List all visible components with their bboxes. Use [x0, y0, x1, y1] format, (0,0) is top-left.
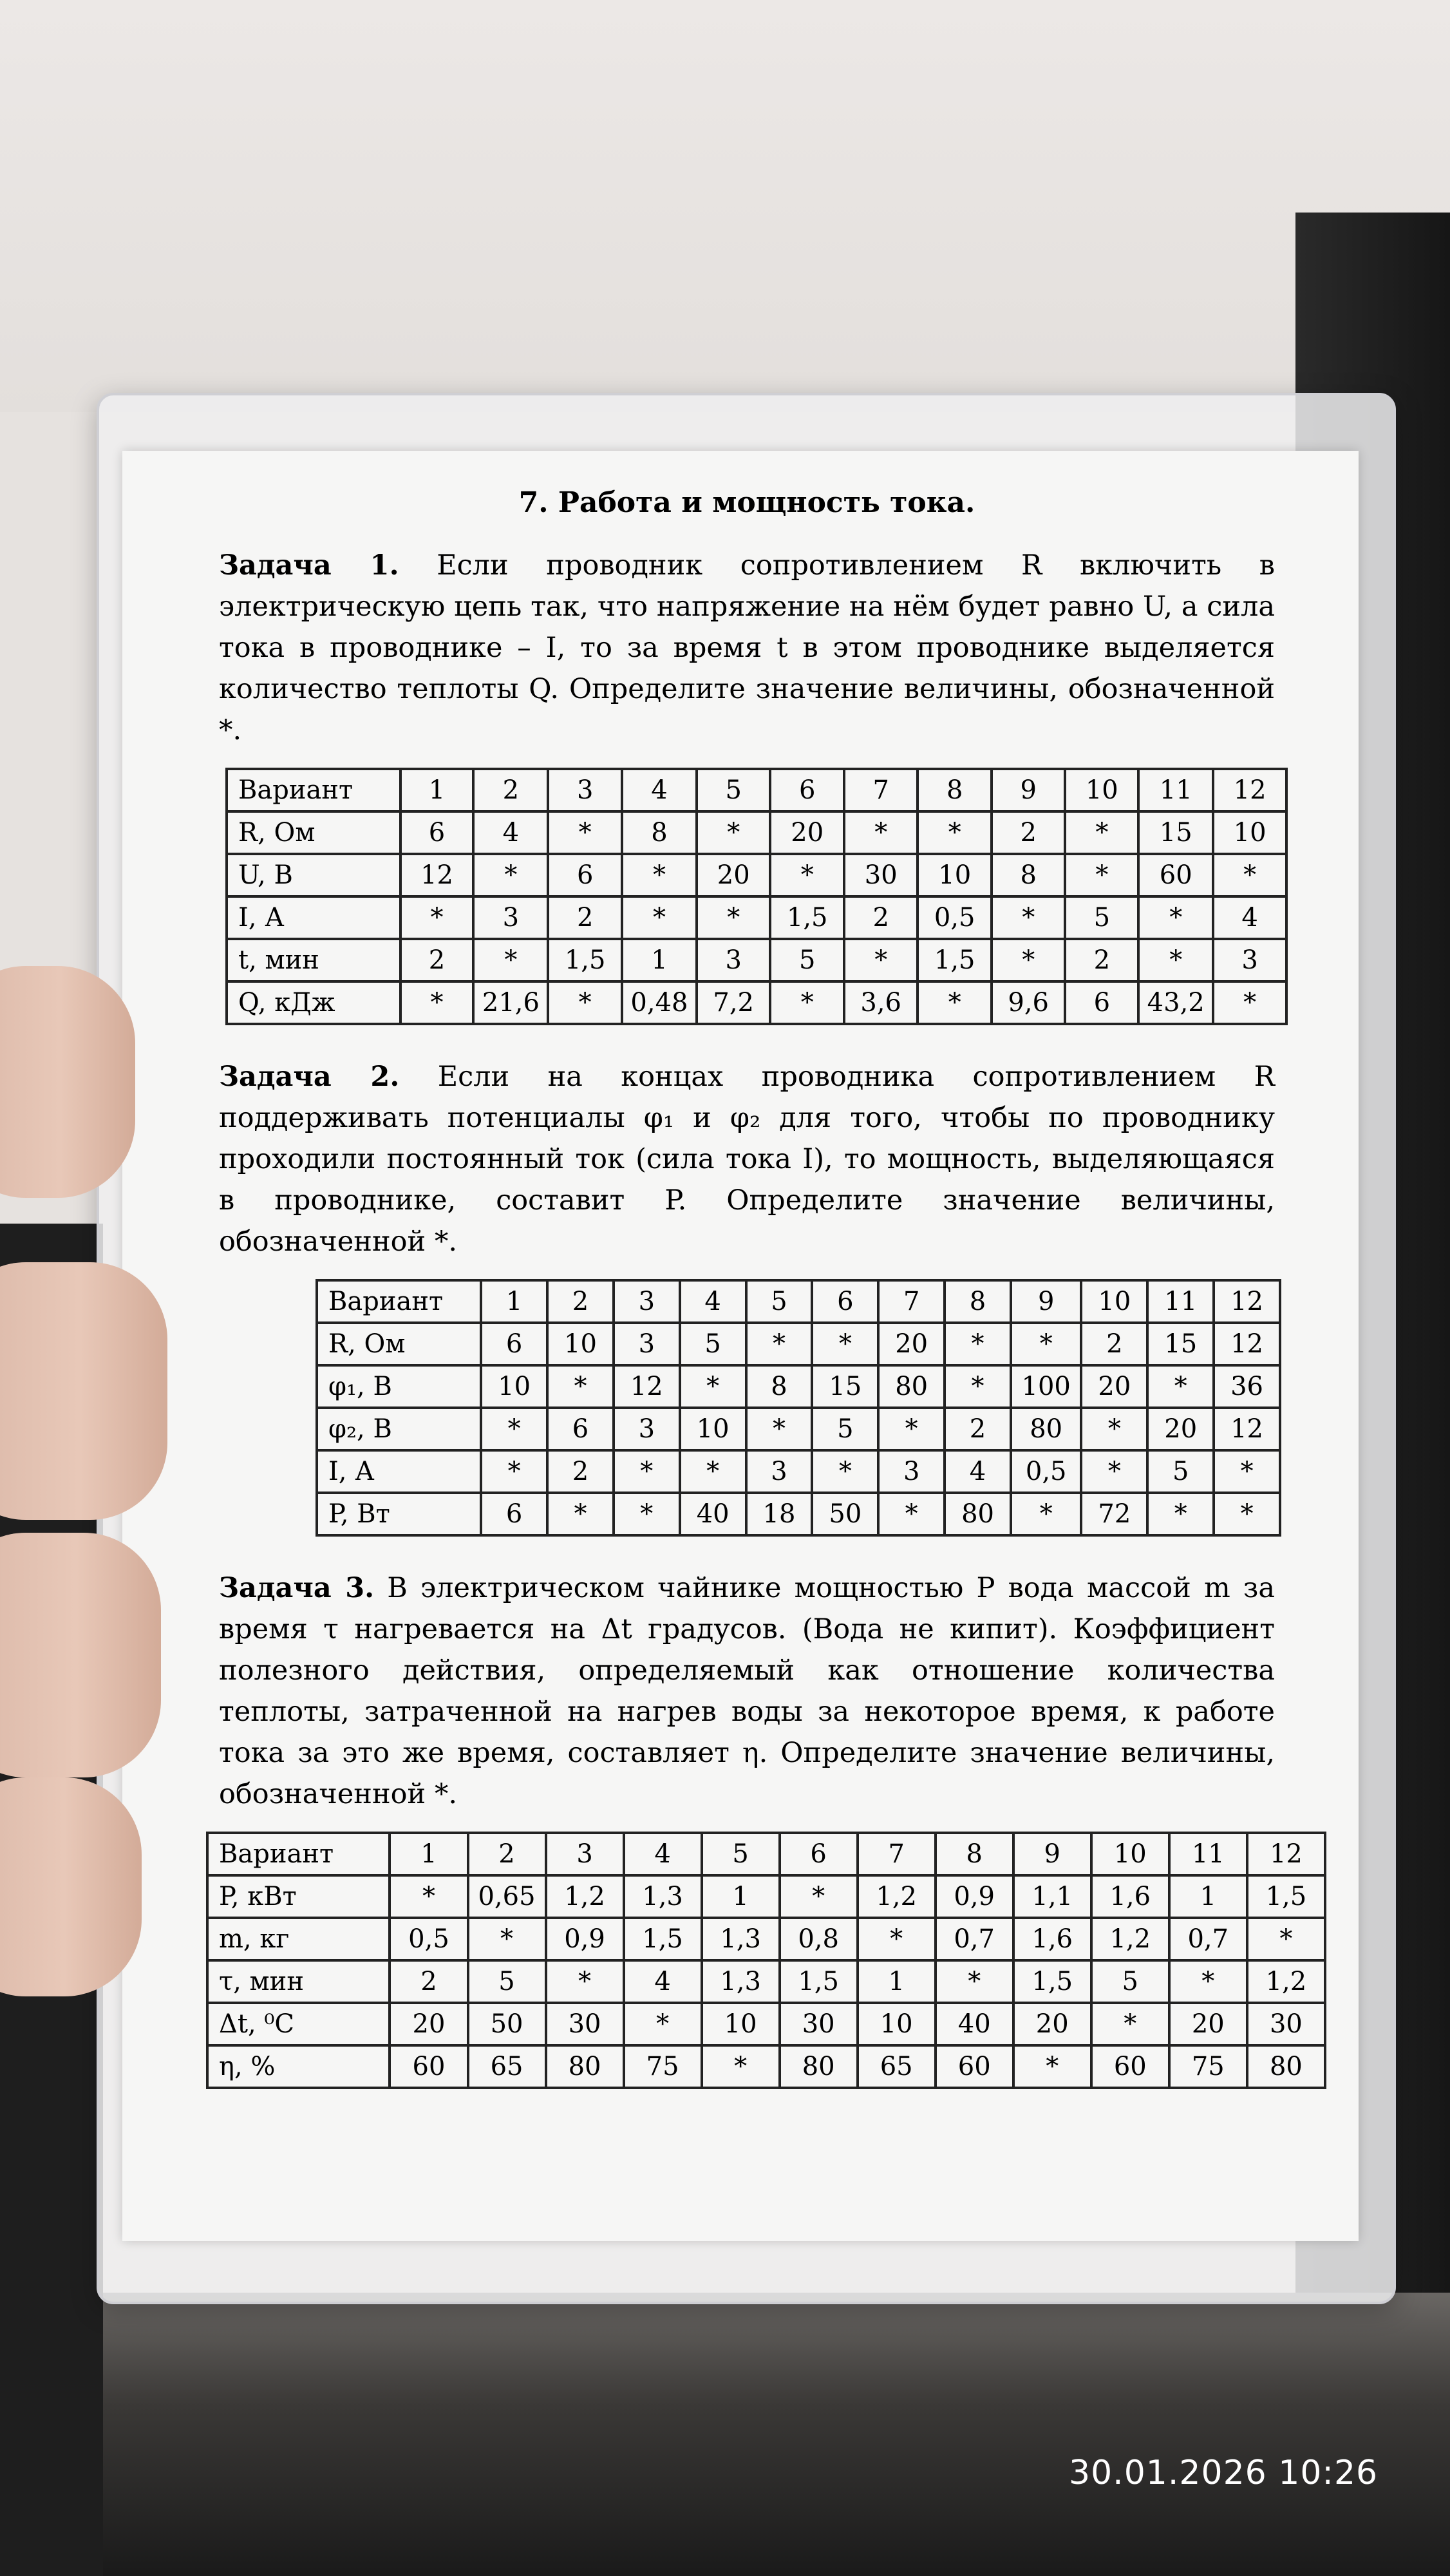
- table-cell: 4: [622, 769, 697, 811]
- table-cell: *: [473, 854, 548, 896]
- table-cell: 20: [1013, 2003, 1091, 2045]
- table-cell: 30: [546, 2003, 624, 2045]
- row-header-cell: Вариант: [317, 1280, 481, 1323]
- table-cell: 50: [812, 1493, 878, 1535]
- table-cell: 1,3: [624, 1875, 702, 1918]
- table-cell: 15: [1147, 1323, 1214, 1365]
- table-row: [227, 811, 1286, 854]
- table-cell: 1,1: [1013, 1875, 1091, 1918]
- row-header-cell: R, Ом: [227, 811, 400, 854]
- table-cell: 80: [945, 1493, 1011, 1535]
- table-row: [317, 1493, 1280, 1535]
- table-cell: 50: [468, 2003, 546, 2045]
- table-cell: *: [1065, 811, 1138, 854]
- table-cell: 3: [614, 1280, 680, 1323]
- table-cell: 80: [1247, 2045, 1325, 2088]
- table-cell: 10: [481, 1365, 547, 1408]
- table-cell: 10: [858, 2003, 936, 2045]
- finger: [0, 1777, 142, 1996]
- finger: [0, 966, 135, 1198]
- table-cell: *: [1013, 2045, 1091, 2088]
- table-cell: 2: [400, 939, 474, 981]
- table-cell: 3: [746, 1450, 813, 1493]
- table-cell: 0,5: [1011, 1450, 1082, 1493]
- table-cell: *: [614, 1493, 680, 1535]
- table-cell: 100: [1011, 1365, 1082, 1408]
- row-header-cell: Δt, ⁰C: [207, 2003, 390, 2045]
- table-cell: *: [918, 981, 992, 1024]
- table-cell: *: [945, 1323, 1011, 1365]
- table-cell: 18: [746, 1493, 813, 1535]
- table-cell: 0,7: [936, 1918, 1013, 1960]
- table-cell: 21,6: [473, 981, 548, 1024]
- table-cell: 7: [878, 1280, 945, 1323]
- table-cell: *: [1213, 854, 1286, 896]
- table-cell: 0,9: [936, 1875, 1013, 1918]
- table-cell: *: [770, 854, 844, 896]
- table-cell: 15: [1138, 811, 1213, 854]
- table-row: [207, 1833, 1325, 1875]
- table-cell: 1: [390, 1833, 467, 1875]
- background-floor: [0, 2293, 1450, 2576]
- row-header-cell: U, В: [227, 854, 400, 896]
- table-cell: 2: [844, 896, 918, 939]
- page-heading: 7. Работа и мощность тока.: [518, 486, 975, 519]
- table-row: [317, 1280, 1280, 1323]
- table-cell: *: [1213, 981, 1286, 1024]
- table-cell: 2: [1081, 1323, 1147, 1365]
- table-cell: *: [702, 2045, 780, 2088]
- table-cell: 1,2: [546, 1875, 624, 1918]
- table-cell: 60: [1091, 2045, 1169, 2088]
- table-row: [317, 1323, 1280, 1365]
- table-cell: *: [812, 1323, 878, 1365]
- table-cell: 8: [746, 1365, 813, 1408]
- table-cell: 20: [390, 2003, 467, 2045]
- row-header-cell: Вариант: [207, 1833, 390, 1875]
- table-cell: 20: [1169, 2003, 1247, 2045]
- task3-table: [206, 1832, 1326, 2089]
- table-cell: *: [780, 1875, 858, 1918]
- table-cell: *: [1147, 1365, 1214, 1408]
- table-cell: 80: [878, 1365, 945, 1408]
- table-cell: 80: [780, 2045, 858, 2088]
- table-cell: 2: [473, 769, 548, 811]
- table-cell: *: [1091, 2003, 1169, 2045]
- table-cell: *: [547, 1365, 614, 1408]
- table-cell: 9,6: [992, 981, 1066, 1024]
- table-cell: 6: [547, 1408, 614, 1450]
- table-cell: 1,3: [702, 1960, 780, 2003]
- table-cell: *: [1214, 1450, 1280, 1493]
- table-cell: 11: [1147, 1280, 1214, 1323]
- table-cell: 0,5: [918, 896, 992, 939]
- task2-body: Если на концах проводника сопротивлением R поддерживать потенциалы φ₁ и φ₂ для того, чтобы по проводнику проходили постоянный ток (сила тока I), то мощность, выделяющаяся в проводнике, составит P. Определите значение величины, обозначенной *.: [219, 1061, 1275, 1258]
- table-cell: *: [1081, 1450, 1147, 1493]
- table-cell: *: [481, 1450, 547, 1493]
- table-cell: *: [746, 1408, 813, 1450]
- table-cell: 9: [1011, 1280, 1082, 1323]
- table-cell: 65: [858, 2045, 936, 2088]
- table-cell: 20: [697, 854, 771, 896]
- table-cell: 10: [1213, 811, 1286, 854]
- table-cell: 8: [992, 854, 1066, 896]
- table-cell: 5: [1065, 896, 1138, 939]
- worksheet-content: [219, 486, 1307, 2120]
- table-cell: *: [1065, 854, 1138, 896]
- row-header-cell: P, Вт: [317, 1493, 481, 1535]
- table-cell: 65: [468, 2045, 546, 2088]
- row-header-cell: Вариант: [227, 769, 400, 811]
- table-cell: 12: [1214, 1323, 1280, 1365]
- table-cell: 60: [936, 2045, 1013, 2088]
- row-header-cell: τ, мин: [207, 1960, 390, 2003]
- table-cell: 1: [622, 939, 697, 981]
- table-row: [317, 1450, 1280, 1493]
- table-cell: *: [622, 896, 697, 939]
- row-header-cell: I, А: [227, 896, 400, 939]
- table-cell: 2: [945, 1408, 1011, 1450]
- table-cell: 4: [624, 1960, 702, 2003]
- table-cell: 72: [1081, 1493, 1147, 1535]
- table-cell: 2: [992, 811, 1066, 854]
- table-cell: 8: [918, 769, 992, 811]
- table-cell: 15: [812, 1365, 878, 1408]
- row-header-cell: Q, кДж: [227, 981, 400, 1024]
- table-cell: 3: [548, 769, 622, 811]
- table-cell: *: [548, 981, 622, 1024]
- table-cell: *: [992, 939, 1066, 981]
- background-wall: [0, 0, 1450, 412]
- table-row: [227, 939, 1286, 981]
- table-cell: 5: [702, 1833, 780, 1875]
- table-cell: 6: [481, 1323, 547, 1365]
- table-cell: *: [697, 811, 771, 854]
- table-cell: 3: [546, 1833, 624, 1875]
- table-cell: 6: [400, 811, 474, 854]
- table-cell: 1,5: [1247, 1875, 1325, 1918]
- row-header-cell: φ₁, В: [317, 1365, 481, 1408]
- table-cell: 1,5: [780, 1960, 858, 2003]
- table-cell: 0,8: [780, 1918, 858, 1960]
- table-cell: 40: [936, 2003, 1013, 2045]
- table-row: [317, 1408, 1280, 1450]
- table-row: [207, 1918, 1325, 1960]
- table-cell: 7: [858, 1833, 936, 1875]
- table-cell: 5: [468, 1960, 546, 2003]
- table-cell: 30: [780, 2003, 858, 2045]
- table-cell: 0,5: [390, 1918, 467, 1960]
- table-cell: 1,5: [918, 939, 992, 981]
- row-header-cell: m, кг: [207, 1918, 390, 1960]
- table-cell: 2: [468, 1833, 546, 1875]
- table-cell: *: [1247, 1918, 1325, 1960]
- row-header-cell: η, %: [207, 2045, 390, 2088]
- table-cell: 2: [547, 1280, 614, 1323]
- table-cell: 30: [844, 854, 918, 896]
- table-cell: *: [400, 981, 474, 1024]
- table-cell: 60: [390, 2045, 467, 2088]
- table-cell: 10: [547, 1323, 614, 1365]
- table-cell: 5: [1091, 1960, 1169, 2003]
- table-cell: 1,2: [1247, 1960, 1325, 2003]
- finger: [0, 1533, 161, 1777]
- table-cell: 75: [624, 2045, 702, 2088]
- table-cell: 3: [614, 1323, 680, 1365]
- table-cell: 1,3: [702, 1918, 780, 1960]
- table-cell: *: [1011, 1323, 1082, 1365]
- table-cell: 80: [1011, 1408, 1082, 1450]
- table-cell: *: [770, 981, 844, 1024]
- table-cell: 12: [1214, 1408, 1280, 1450]
- table-cell: 4: [945, 1450, 1011, 1493]
- task1-label: Задача 1.: [219, 549, 399, 582]
- table-row: [227, 981, 1286, 1024]
- table-cell: 6: [481, 1493, 547, 1535]
- table-cell: *: [1147, 1493, 1214, 1535]
- table-cell: *: [918, 811, 992, 854]
- table-cell: 20: [878, 1323, 945, 1365]
- table-cell: *: [1011, 1493, 1082, 1535]
- table-cell: 43,2: [1138, 981, 1213, 1024]
- table-cell: 1: [1169, 1875, 1247, 1918]
- table-cell: 6: [780, 1833, 858, 1875]
- table-cell: 12: [614, 1365, 680, 1408]
- table-cell: 75: [1169, 2045, 1247, 2088]
- table-cell: 12: [1213, 769, 1286, 811]
- table-row: [207, 2003, 1325, 2045]
- table-cell: 20: [770, 811, 844, 854]
- table-cell: 10: [918, 854, 992, 896]
- table-cell: *: [992, 896, 1066, 939]
- table-cell: 0,48: [622, 981, 697, 1024]
- table-row: [227, 854, 1286, 896]
- table-cell: 2: [1065, 939, 1138, 981]
- table-cell: 3: [1213, 939, 1286, 981]
- table-cell: 6: [1065, 981, 1138, 1024]
- row-header-cell: t, мин: [227, 939, 400, 981]
- table-cell: 3: [697, 939, 771, 981]
- table-cell: *: [697, 896, 771, 939]
- table-row: [227, 769, 1286, 811]
- table-cell: 60: [1138, 854, 1213, 896]
- table-cell: 5: [812, 1408, 878, 1450]
- table-cell: 12: [400, 854, 474, 896]
- table-cell: *: [1138, 896, 1213, 939]
- row-header-cell: φ₂, В: [317, 1408, 481, 1450]
- task3-body: В электрическом чайнике мощностью P вода массой m за время τ нагревается на Δt градусов. (Вода не кипит). Коэффициент полезного действия, определяемый как отношение количества теплоты, затраченной на нагрев воды за некоторое время, к работе тока за это же время, составляет η. Определите значение величины, обозначенной *.: [219, 1572, 1275, 1810]
- worksheet-page: [122, 451, 1359, 2241]
- table-cell: *: [858, 1918, 936, 1960]
- task1-table: [225, 768, 1288, 1025]
- table-cell: 4: [680, 1280, 746, 1323]
- table-cell: *: [624, 2003, 702, 2045]
- finger: [0, 1262, 167, 1520]
- table-cell: 10: [680, 1408, 746, 1450]
- task2-text: [219, 1056, 1275, 1262]
- table-cell: 6: [812, 1280, 878, 1323]
- table-cell: 1,5: [548, 939, 622, 981]
- table-cell: 4: [1213, 896, 1286, 939]
- table-cell: *: [680, 1450, 746, 1493]
- table-cell: 3: [473, 896, 548, 939]
- task1-text: [219, 545, 1275, 751]
- table-cell: 1,6: [1013, 1918, 1091, 1960]
- table-cell: 3: [878, 1450, 945, 1493]
- row-header-cell: P, кВт: [207, 1875, 390, 1918]
- table-cell: 1,5: [624, 1918, 702, 1960]
- table-cell: *: [746, 1323, 813, 1365]
- task3-text: [219, 1567, 1275, 1815]
- table-cell: *: [844, 811, 918, 854]
- table-cell: *: [844, 939, 918, 981]
- table-cell: 20: [1081, 1365, 1147, 1408]
- row-header-cell: I, А: [317, 1450, 481, 1493]
- table-cell: *: [468, 1918, 546, 1960]
- table-cell: 40: [680, 1493, 746, 1535]
- table-row: [207, 1960, 1325, 2003]
- table-row: [207, 2045, 1325, 2088]
- table-cell: 1: [400, 769, 474, 811]
- table-cell: *: [812, 1450, 878, 1493]
- table-cell: 6: [548, 854, 622, 896]
- table-cell: 4: [473, 811, 548, 854]
- table-cell: 8: [936, 1833, 1013, 1875]
- table-cell: 12: [1214, 1280, 1280, 1323]
- table-cell: 12: [1247, 1833, 1325, 1875]
- table-cell: 30: [1247, 2003, 1325, 2045]
- table-cell: *: [622, 854, 697, 896]
- table-cell: 1: [702, 1875, 780, 1918]
- table-cell: *: [481, 1408, 547, 1450]
- table-cell: *: [1214, 1493, 1280, 1535]
- table-cell: 2: [390, 1960, 467, 2003]
- task2-table: [315, 1279, 1281, 1537]
- table-row: [317, 1365, 1280, 1408]
- table-cell: 0,7: [1169, 1918, 1247, 1960]
- table-cell: 10: [1081, 1280, 1147, 1323]
- table-cell: *: [548, 811, 622, 854]
- table-cell: 80: [546, 2045, 624, 2088]
- table-cell: 6: [770, 769, 844, 811]
- table-cell: 1,2: [1091, 1918, 1169, 1960]
- table-cell: 3: [614, 1408, 680, 1450]
- table-cell: 11: [1169, 1833, 1247, 1875]
- table-cell: 10: [1065, 769, 1138, 811]
- task1-body: Если проводник сопротивлением R включить в электрическую цепь так, что напряжение на нём будет равно U, а сила тока в проводнике – I, то за время t в этом проводнике выделяется количество теплоты Q. Определите значение величины, обозначенной *.: [219, 549, 1276, 746]
- table-row: [207, 1875, 1325, 1918]
- table-cell: 2: [548, 896, 622, 939]
- table-cell: *: [1138, 939, 1213, 981]
- table-cell: 8: [945, 1280, 1011, 1323]
- task2-label: Задача 2.: [219, 1061, 400, 1093]
- table-cell: 0,65: [468, 1875, 546, 1918]
- table-cell: 5: [1147, 1450, 1214, 1493]
- table-cell: 2: [547, 1450, 614, 1493]
- table-cell: 10: [1091, 1833, 1169, 1875]
- table-cell: *: [1081, 1408, 1147, 1450]
- table-cell: 1,2: [858, 1875, 936, 1918]
- table-cell: 7: [844, 769, 918, 811]
- task3-label: Задача 3.: [219, 1572, 375, 1604]
- table-cell: 1,5: [1013, 1960, 1091, 2003]
- photo-timestamp: 30.01.2026 10:26: [1069, 2454, 1379, 2492]
- table-cell: *: [680, 1365, 746, 1408]
- table-cell: *: [400, 896, 474, 939]
- table-cell: *: [878, 1493, 945, 1535]
- table-cell: 9: [992, 769, 1066, 811]
- table-cell: 4: [624, 1833, 702, 1875]
- table-row: [227, 896, 1286, 939]
- table-cell: 0,9: [546, 1918, 624, 1960]
- table-cell: 5: [746, 1280, 813, 1323]
- table-cell: *: [1169, 1960, 1247, 2003]
- table-cell: *: [936, 1960, 1013, 2003]
- table-cell: 3,6: [844, 981, 918, 1024]
- table-cell: 10: [702, 2003, 780, 2045]
- table-cell: 36: [1214, 1365, 1280, 1408]
- table-cell: *: [878, 1408, 945, 1450]
- table-cell: *: [547, 1493, 614, 1535]
- table-cell: 5: [770, 939, 844, 981]
- table-cell: 8: [622, 811, 697, 854]
- table-cell: 5: [697, 769, 771, 811]
- table-cell: 1,6: [1091, 1875, 1169, 1918]
- table-cell: 20: [1147, 1408, 1214, 1450]
- table-cell: 9: [1013, 1833, 1091, 1875]
- table-cell: *: [945, 1365, 1011, 1408]
- table-cell: 11: [1138, 769, 1213, 811]
- table-cell: 1: [858, 1960, 936, 2003]
- table-cell: *: [473, 939, 548, 981]
- row-header-cell: R, Ом: [317, 1323, 481, 1365]
- table-cell: 5: [680, 1323, 746, 1365]
- table-cell: 7,2: [697, 981, 771, 1024]
- table-cell: *: [546, 1960, 624, 2003]
- table-cell: *: [390, 1875, 467, 1918]
- table-cell: 1: [481, 1280, 547, 1323]
- table-cell: 1,5: [770, 896, 844, 939]
- table-cell: *: [614, 1450, 680, 1493]
